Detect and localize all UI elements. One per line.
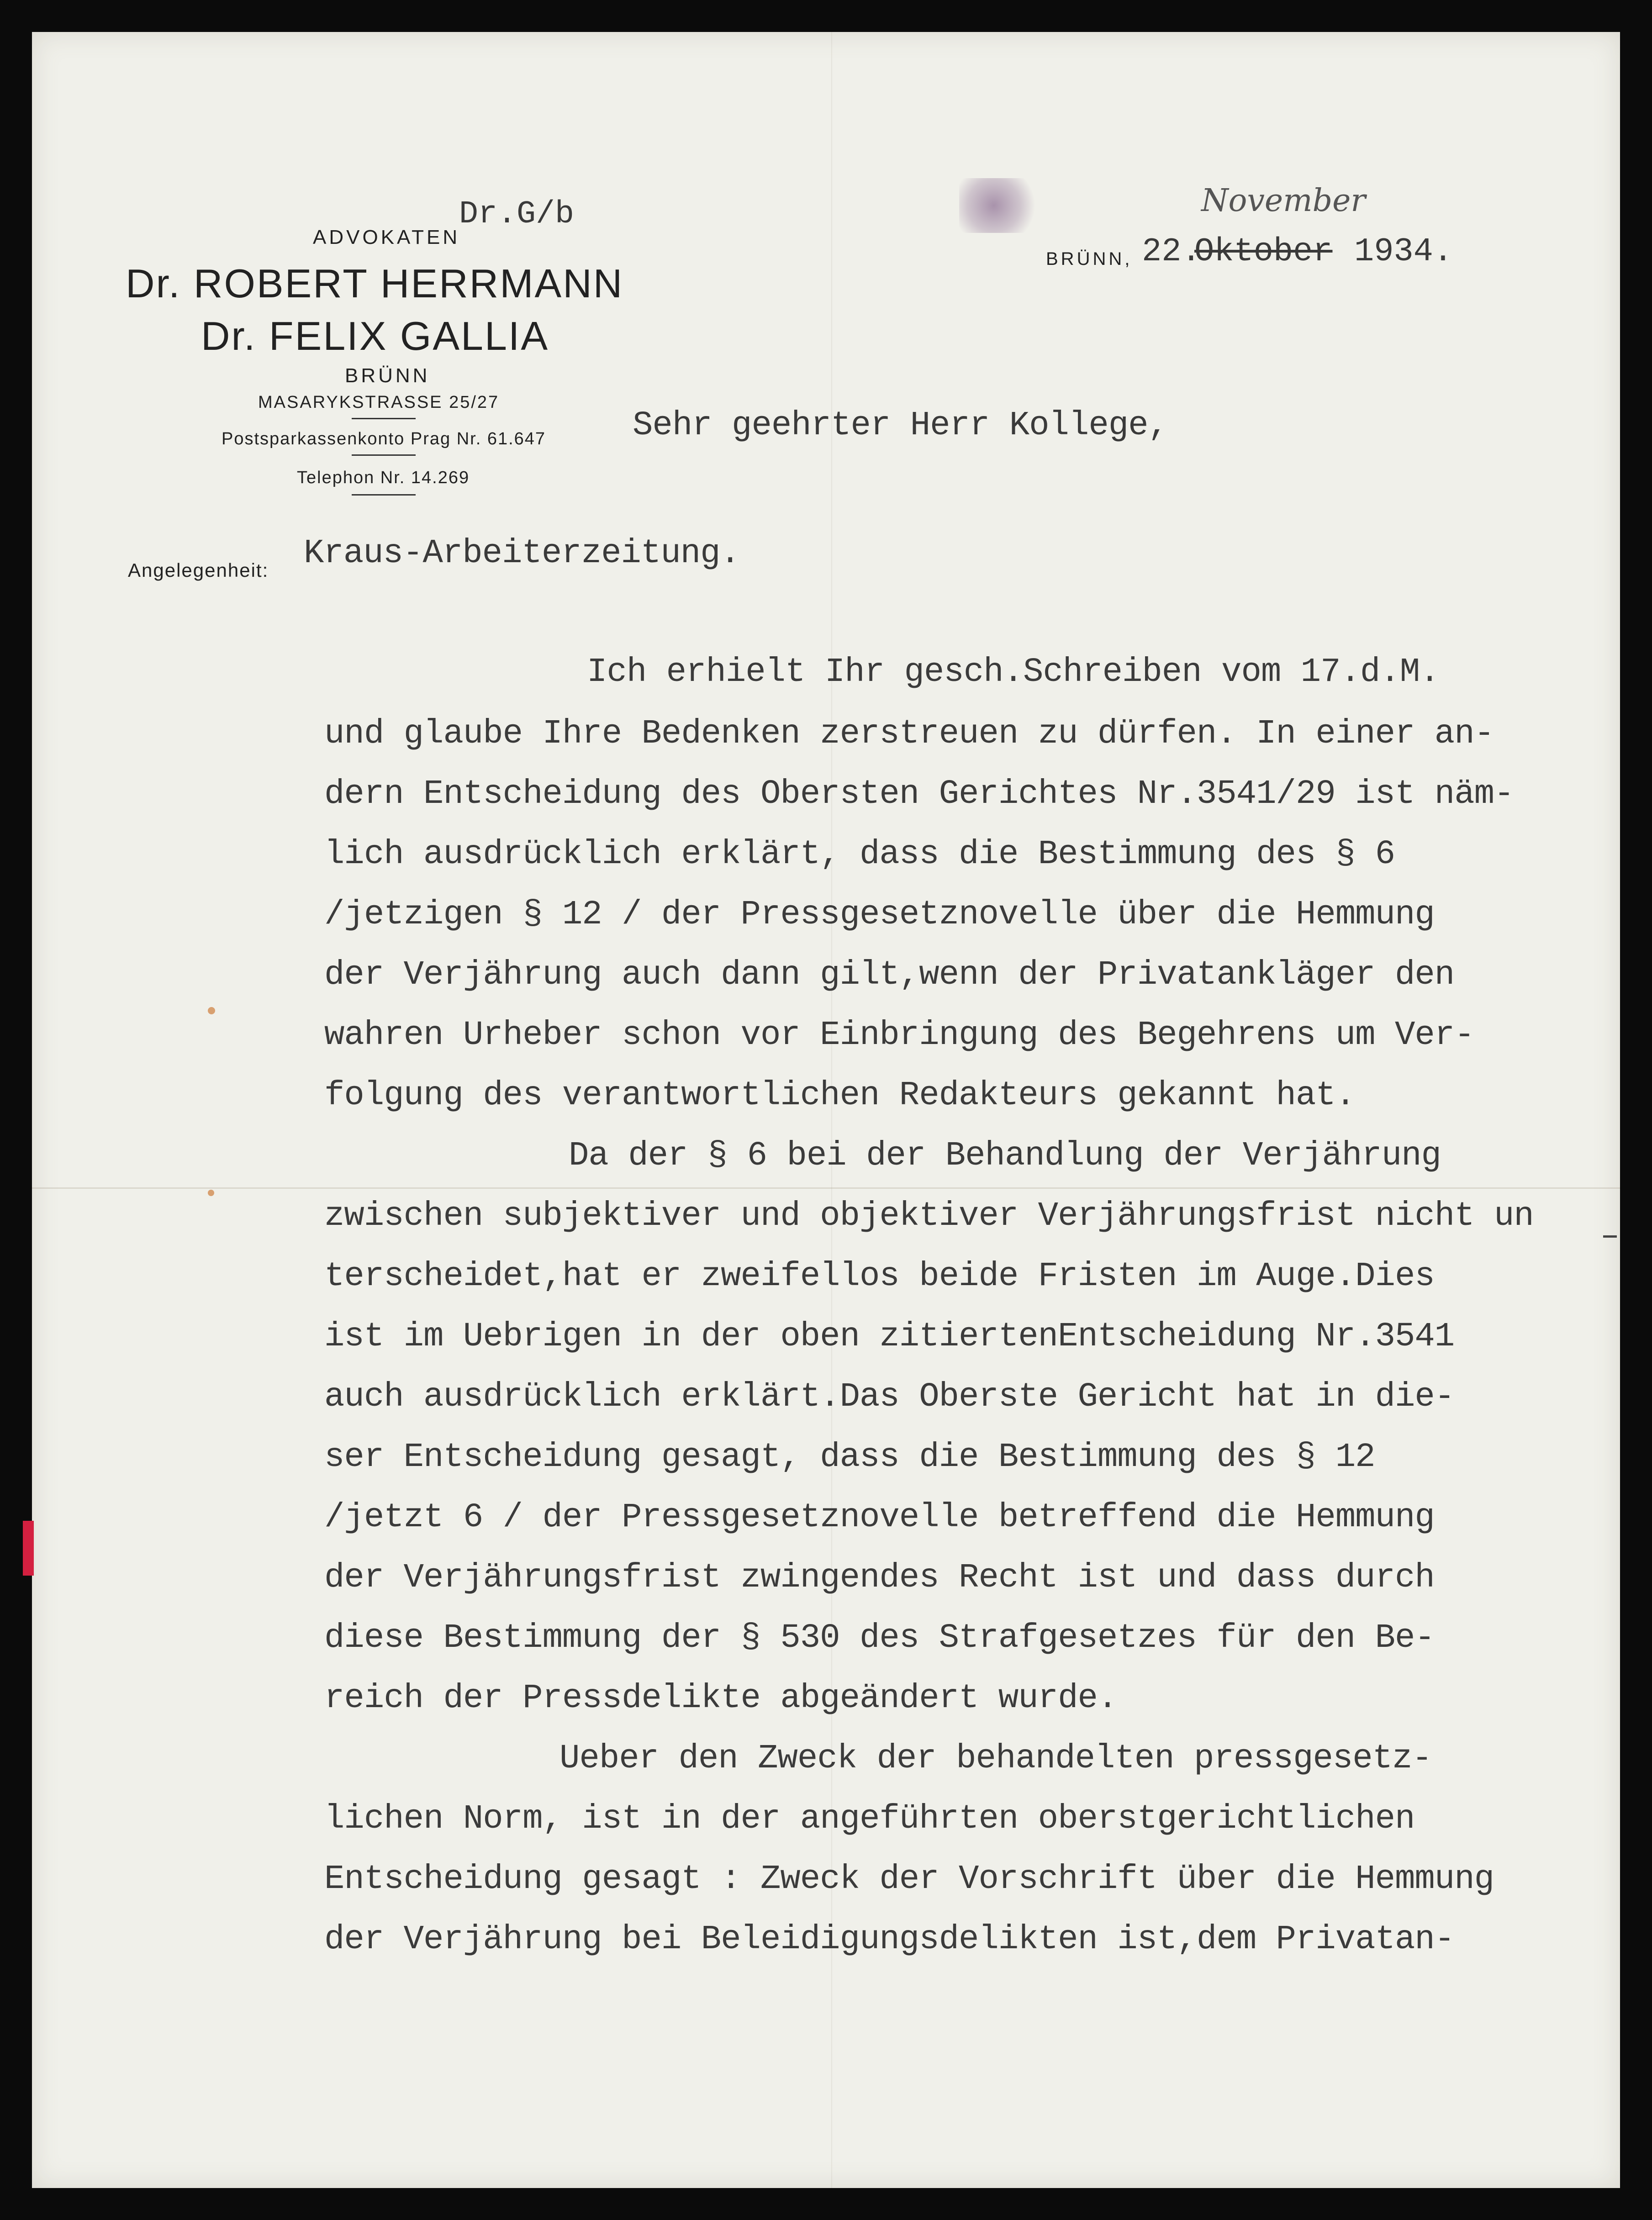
- reference-code: Dr.G/b: [459, 196, 575, 232]
- letterhead-rule-3: [352, 494, 416, 496]
- body-line: ser Entscheidung gesagt, dass die Bestimmung des § 12: [324, 1438, 1375, 1476]
- margin-dash: [1603, 1235, 1617, 1238]
- letterhead-rule-1: [352, 418, 416, 419]
- body-line: zwischen subjektiver und objektiver Verjährungsfrist nicht un: [324, 1197, 1534, 1235]
- paper-fold: [32, 1187, 1620, 1189]
- ink-stamp: [959, 178, 1046, 233]
- date-year: 1934.: [1354, 233, 1453, 270]
- body-line: auch ausdrücklich erklärt.Das Oberste Gericht hat in die-: [324, 1378, 1455, 1416]
- letterhead-telephone: Telephon Nr. 14.269: [297, 468, 470, 487]
- date-place: BRÜNN,: [1046, 249, 1133, 269]
- body-line: folgung des verantwortlichen Redakteurs gekannt hat.: [324, 1076, 1356, 1115]
- subject-label: Angelegenheit:: [128, 559, 269, 581]
- body-line: /jetzigen § 12 / der Pressgesetznovelle über die Hemmung: [324, 896, 1435, 934]
- date-month-handwritten: November: [1201, 183, 1366, 219]
- letterhead-postal-account: Postsparkassenkonto Prag Nr. 61.647: [222, 429, 546, 448]
- body-line: terscheidet,hat er zweifellos beide Fristen im Auge.Dies: [324, 1257, 1435, 1296]
- letterhead-street: MASARYKSTRASSE 25/27: [258, 393, 500, 412]
- body-line: Ueber den Zweck der behandelten pressgesetz-: [559, 1740, 1432, 1778]
- letterhead-rule-2: [352, 454, 416, 456]
- letterhead-name-1: Dr. ROBERT HERRMANN: [126, 261, 624, 306]
- margin-mark: [208, 1190, 214, 1196]
- body-line: ist im Uebrigen in der oben zitiertenEntscheidung Nr.3541: [324, 1318, 1455, 1356]
- body-line: diese Bestimmung der § 530 des Strafgesetzes für den Be-: [324, 1619, 1435, 1657]
- body-line: lich ausdrücklich erklärt, dass die Bestimmung des § 6: [324, 835, 1395, 874]
- body-line: dern Entscheidung des Obersten Gerichtes Nr.3541/29 ist näm-: [324, 775, 1514, 813]
- letter-page: [32, 32, 1620, 2188]
- subject: Kraus-Arbeiterzeitung.: [304, 534, 740, 573]
- body-line: Ich erhielt Ihr gesch.Schreiben vom 17.d.M.: [587, 653, 1440, 691]
- body-line: wahren Urheber schon vor Einbringung des Begehrens um Ver-: [324, 1016, 1474, 1055]
- letterhead-city: BRÜNN: [345, 364, 430, 387]
- red-tab-marker: [23, 1521, 34, 1576]
- body-line: der Verjährungsfrist zwingendes Recht ist und dass durch: [324, 1559, 1435, 1597]
- letterhead-profession: ADVOKATEN: [313, 226, 460, 248]
- body-line: lichen Norm, ist in der angeführten oberstgerichtlichen: [324, 1800, 1415, 1838]
- body-line: der Verjährung auch dann gilt,wenn der Privatankläger den: [324, 956, 1455, 994]
- letterhead-name-2: Dr. FELIX GALLIA: [201, 313, 549, 359]
- salutation: Sehr geehrter Herr Kollege,: [633, 406, 1168, 445]
- body-line: und glaube Ihre Bedenken zerstreuen zu dürfen. In einer an-: [324, 715, 1494, 753]
- margin-mark: [208, 1007, 215, 1014]
- body-line: Entscheidung gesagt : Zweck der Vorschrift über die Hemmung: [324, 1860, 1494, 1898]
- body-line: Da der § 6 bei der Behandlung der Verjährung: [569, 1137, 1441, 1175]
- body-line: reich der Pressdelikte abgeändert wurde.: [324, 1679, 1118, 1718]
- body-line: /jetzt 6 / der Pressgesetznovelle betreffend die Hemmung: [324, 1498, 1435, 1537]
- date-month-struck: Oktober: [1194, 233, 1333, 270]
- body-line: der Verjährung bei Beleidigungsdelikten ist,dem Privatan-: [324, 1920, 1455, 1959]
- date-day: 22.: [1142, 233, 1201, 270]
